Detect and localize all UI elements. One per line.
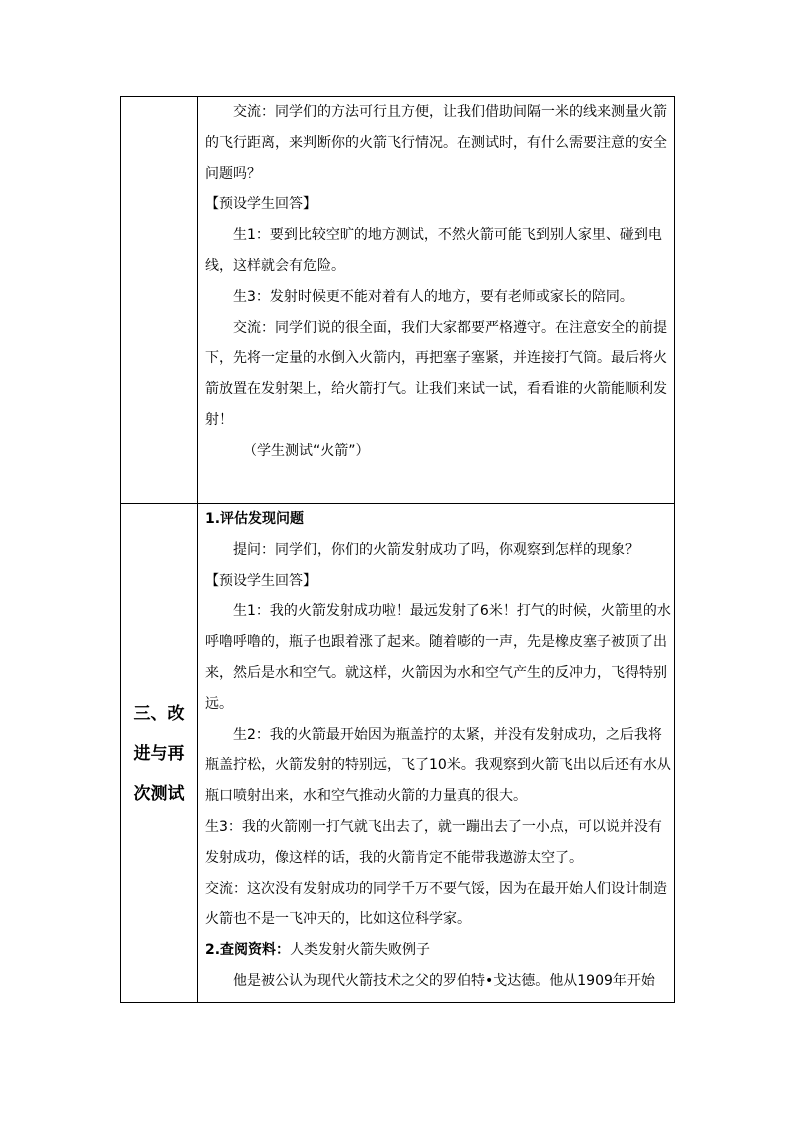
section2-paragraph: 交流：同学们说的很全面，我们大家都要严格遵守。在注意安全的前提下，先将一定量的水倒入火箭内，再把塞子塞紧，并连接打气筒。最后将火箭放置在发射架上，给火箭打气。让我们来试一试，看看谁的火箭能顺利发射！ bbox=[205, 319, 667, 428]
section3-paragraph: 提问：同学们，你们的火箭发射成功了吗，你观察到怎样的现象？ bbox=[233, 541, 639, 558]
section2-paragraph: 生1：要到比较空旷的地方测试，不然火箭可能飞到别人家里、碰到电线，这样就会有危险。 bbox=[205, 227, 662, 274]
section3-paragraph: 生2：我的火箭最开始因为瓶盖拧的太紧，并没有发射成功，之后我将瓶盖拧松，火箭发射的特别远，飞了10米。我观察到火箭飞出以后还有水从瓶口喷射出来，水和空气推动火箭的力量真的很大。 bbox=[205, 726, 671, 805]
section2-paragraph: （学生测试“火箭”） bbox=[243, 442, 370, 459]
section2-paragraph: 【预设学生回答】 bbox=[205, 196, 317, 213]
section3-content bbox=[205, 504, 671, 997]
section2-paragraph: 交流：同学们的方法可行且方便，让我们借助间隔一米的线来测量火箭的飞行距离，来判断你的火箭飞行情况。在测试时，有什么需要注意的安全问题吗？ bbox=[205, 104, 667, 182]
column-divider bbox=[197, 97, 198, 1002]
section3-paragraph: 交流：这次没有发射成功的同学千万不要气馁，因为在最开始人们设计制造火箭也不是一飞冲天的，比如这位科学家。 bbox=[205, 880, 667, 928]
section2-label-cell bbox=[121, 97, 197, 503]
section3-heading2: 2.查阅资料： bbox=[205, 942, 291, 959]
section3-label: 三、改进与再次测试 bbox=[133, 704, 185, 804]
section2-content bbox=[205, 97, 671, 467]
section3-heading2-rest: 人类发射火箭失败例子 bbox=[290, 942, 431, 959]
section3-paragraph: 【预设学生回答】 bbox=[205, 572, 317, 589]
section3-paragraph: 生3：我的火箭刚一打气就飞出去了，就一蹦出去了一小点，可以说并没有发射成功，像这样的话，我的火箭肯定不能带我遨游太空了。 bbox=[205, 818, 662, 866]
section2-paragraph: 生3：发射时候更不能对着有人的地方，要有老师或家长的陪同。 bbox=[233, 288, 634, 305]
lesson-table bbox=[120, 96, 675, 1003]
section3-last-paragraph: 他是被公认为现代火箭技术之父的罗伯特•戈达德。他从1909年开始 bbox=[233, 972, 655, 989]
section3-heading2-line bbox=[205, 935, 671, 966]
section3-paragraph: 生1：我的火箭发射成功啦！最远发射了6米！打气的时候，火箭里的水呼噜呼噜的，瓶子也跟着涨了起来。随着嘭的一声，先是橡皮塞子被顶了出来，然后是水和空气。就这样，火箭因为水和空气产生的反冲力，飞得特别远。 bbox=[205, 603, 671, 712]
section3-label-cell bbox=[121, 504, 197, 1004]
section3-heading1: 1.评估发现问题 bbox=[205, 511, 305, 527]
